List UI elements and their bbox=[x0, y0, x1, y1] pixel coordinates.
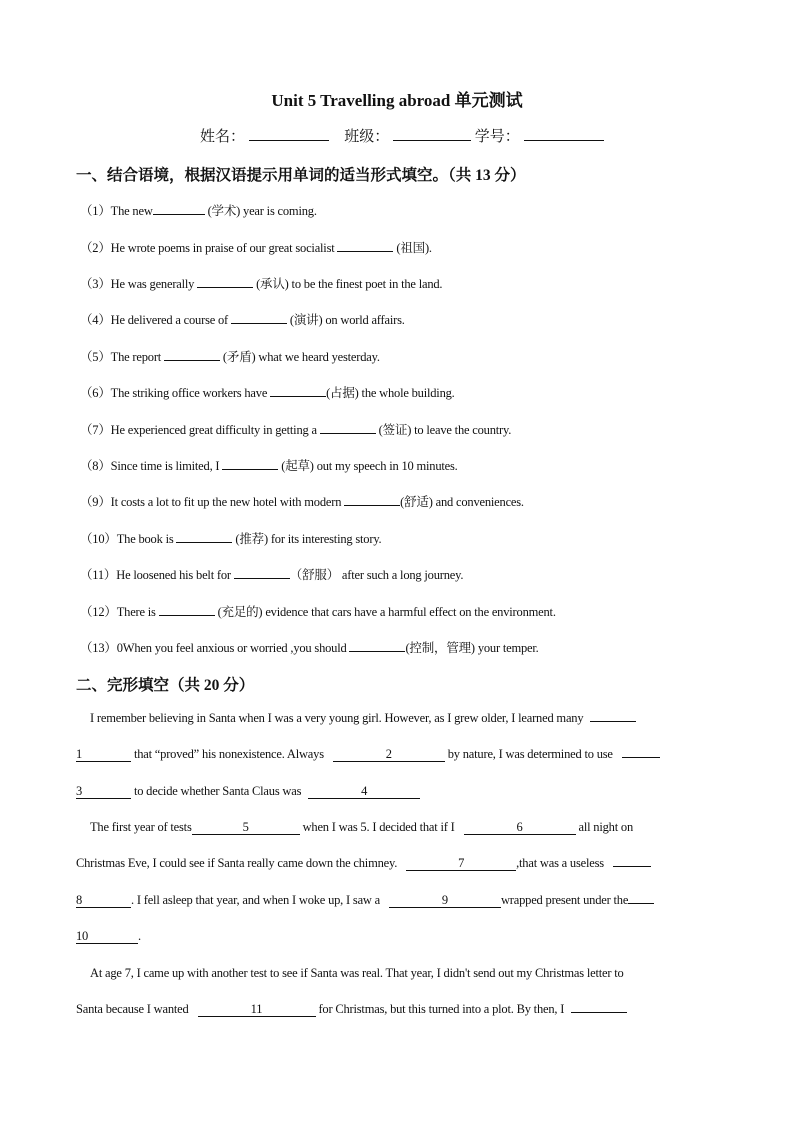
cloze-blank[interactable]: 11 bbox=[198, 1002, 316, 1017]
question-item: （10）The book is (推荐) for its interesting story. bbox=[80, 532, 382, 546]
answer-blank[interactable] bbox=[270, 396, 326, 397]
cloze-blank[interactable]: 3 bbox=[76, 784, 131, 799]
section1-heading: 一、结合语境，根据汉语提示用单词的适当形式填空。（共 13 分） bbox=[76, 167, 526, 184]
class-blank[interactable] bbox=[393, 126, 471, 141]
answer-blank[interactable] bbox=[349, 651, 405, 652]
name-blank[interactable] bbox=[249, 126, 329, 141]
cloze-blank[interactable]: 2 bbox=[333, 747, 445, 762]
id-label: 学号： bbox=[474, 129, 520, 145]
question-item: （7）He experienced great difficulty in getting a (签证) to leave the country. bbox=[80, 423, 512, 437]
question-item: （4）He delivered a course of (演讲) on world affairs. bbox=[80, 313, 405, 327]
cloze-blank[interactable] bbox=[628, 903, 654, 904]
answer-blank[interactable] bbox=[176, 542, 232, 543]
answer-blank[interactable] bbox=[231, 323, 287, 324]
cloze-blank[interactable]: 1 bbox=[76, 747, 131, 762]
cloze-blank[interactable] bbox=[590, 721, 636, 722]
cloze-blank[interactable]: 10 bbox=[76, 929, 138, 944]
name-label: 姓名： bbox=[200, 129, 246, 145]
passage-line: 8 . I fell asleep that year, and when I woke up, I saw a 9 wrapped present under the bbox=[76, 893, 654, 908]
passage-line: 10 . bbox=[76, 929, 141, 943]
cloze-blank[interactable] bbox=[622, 757, 660, 758]
page-title: Unit 5 Travelling abroad 单元测试 bbox=[271, 91, 523, 110]
id-blank[interactable] bbox=[524, 126, 604, 141]
question-item: （6）The striking office workers have (占据) the whole building. bbox=[80, 386, 455, 400]
question-item: （3）He was generally (承认) to be the finest poet in the land. bbox=[80, 277, 443, 291]
question-item: （13）0When you feel anxious or worried ,you should (控制，管理) your temper. bbox=[80, 641, 539, 655]
question-item: （8）Since time is limited, I (起草) out my speech in 10 minutes. bbox=[80, 459, 458, 473]
cloze-blank[interactable]: 7 bbox=[406, 856, 516, 871]
answer-blank[interactable] bbox=[320, 433, 376, 434]
passage-line: 1 that “proved” his nonexistence. Always 2 by nature, I was determined to use bbox=[76, 747, 660, 762]
passage-line: Santa because I wanted 11 for Christmas, but this turned into a plot. By then, I bbox=[76, 1002, 627, 1017]
answer-blank[interactable] bbox=[164, 360, 220, 361]
class-label: 班级： bbox=[344, 129, 390, 145]
answer-blank[interactable] bbox=[344, 505, 400, 506]
cloze-blank[interactable]: 6 bbox=[464, 820, 576, 835]
student-info-line bbox=[200, 125, 604, 146]
answer-blank[interactable] bbox=[153, 214, 205, 215]
question-item: （2）He wrote poems in praise of our great socialist (祖国). bbox=[80, 241, 432, 255]
passage-line: Christmas Eve, I could see if Santa really came down the chimney. 7 ,that was a useless bbox=[76, 856, 651, 871]
cloze-blank[interactable]: 4 bbox=[308, 784, 420, 799]
question-item: （1）The new (学术) year is coming. bbox=[80, 204, 317, 218]
passage-line: 3 to decide whether Santa Claus was 4 bbox=[76, 784, 420, 799]
question-item: （11）He loosened his belt for （舒服） after such a long journey. bbox=[80, 568, 464, 582]
answer-blank[interactable] bbox=[234, 578, 290, 579]
question-item: （12）There is (充足的) evidence that cars have a harmful effect on the environment. bbox=[80, 605, 556, 619]
cloze-blank[interactable] bbox=[613, 866, 651, 867]
cloze-blank[interactable]: 8 bbox=[76, 893, 131, 908]
cloze-blank[interactable] bbox=[571, 1012, 627, 1013]
passage-line: I remember believing in Santa when I was a very young girl. However, as I grew older, I learned many bbox=[90, 711, 636, 726]
passage-line: At age 7, I came up with another test to see if Santa was real. That year, I didn't send out my Christmas letter to bbox=[90, 966, 624, 980]
question-item: （9）It costs a lot to fit up the new hotel with modern (舒适) and conveniences. bbox=[80, 495, 524, 509]
answer-blank[interactable] bbox=[197, 287, 253, 288]
passage-line: The first year of tests 5 when I was 5. I decided that if I 6 all night on bbox=[90, 820, 634, 834]
section2-heading: 二、完形填空（共 20 分） bbox=[76, 677, 255, 694]
question-item: （5）The report (矛盾) what we heard yesterday. bbox=[80, 350, 380, 364]
cloze-blank[interactable]: 5 bbox=[192, 820, 300, 835]
cloze-blank[interactable]: 9 bbox=[389, 893, 501, 908]
answer-blank[interactable] bbox=[222, 469, 278, 470]
answer-blank[interactable] bbox=[159, 615, 215, 616]
answer-blank[interactable] bbox=[337, 251, 393, 252]
